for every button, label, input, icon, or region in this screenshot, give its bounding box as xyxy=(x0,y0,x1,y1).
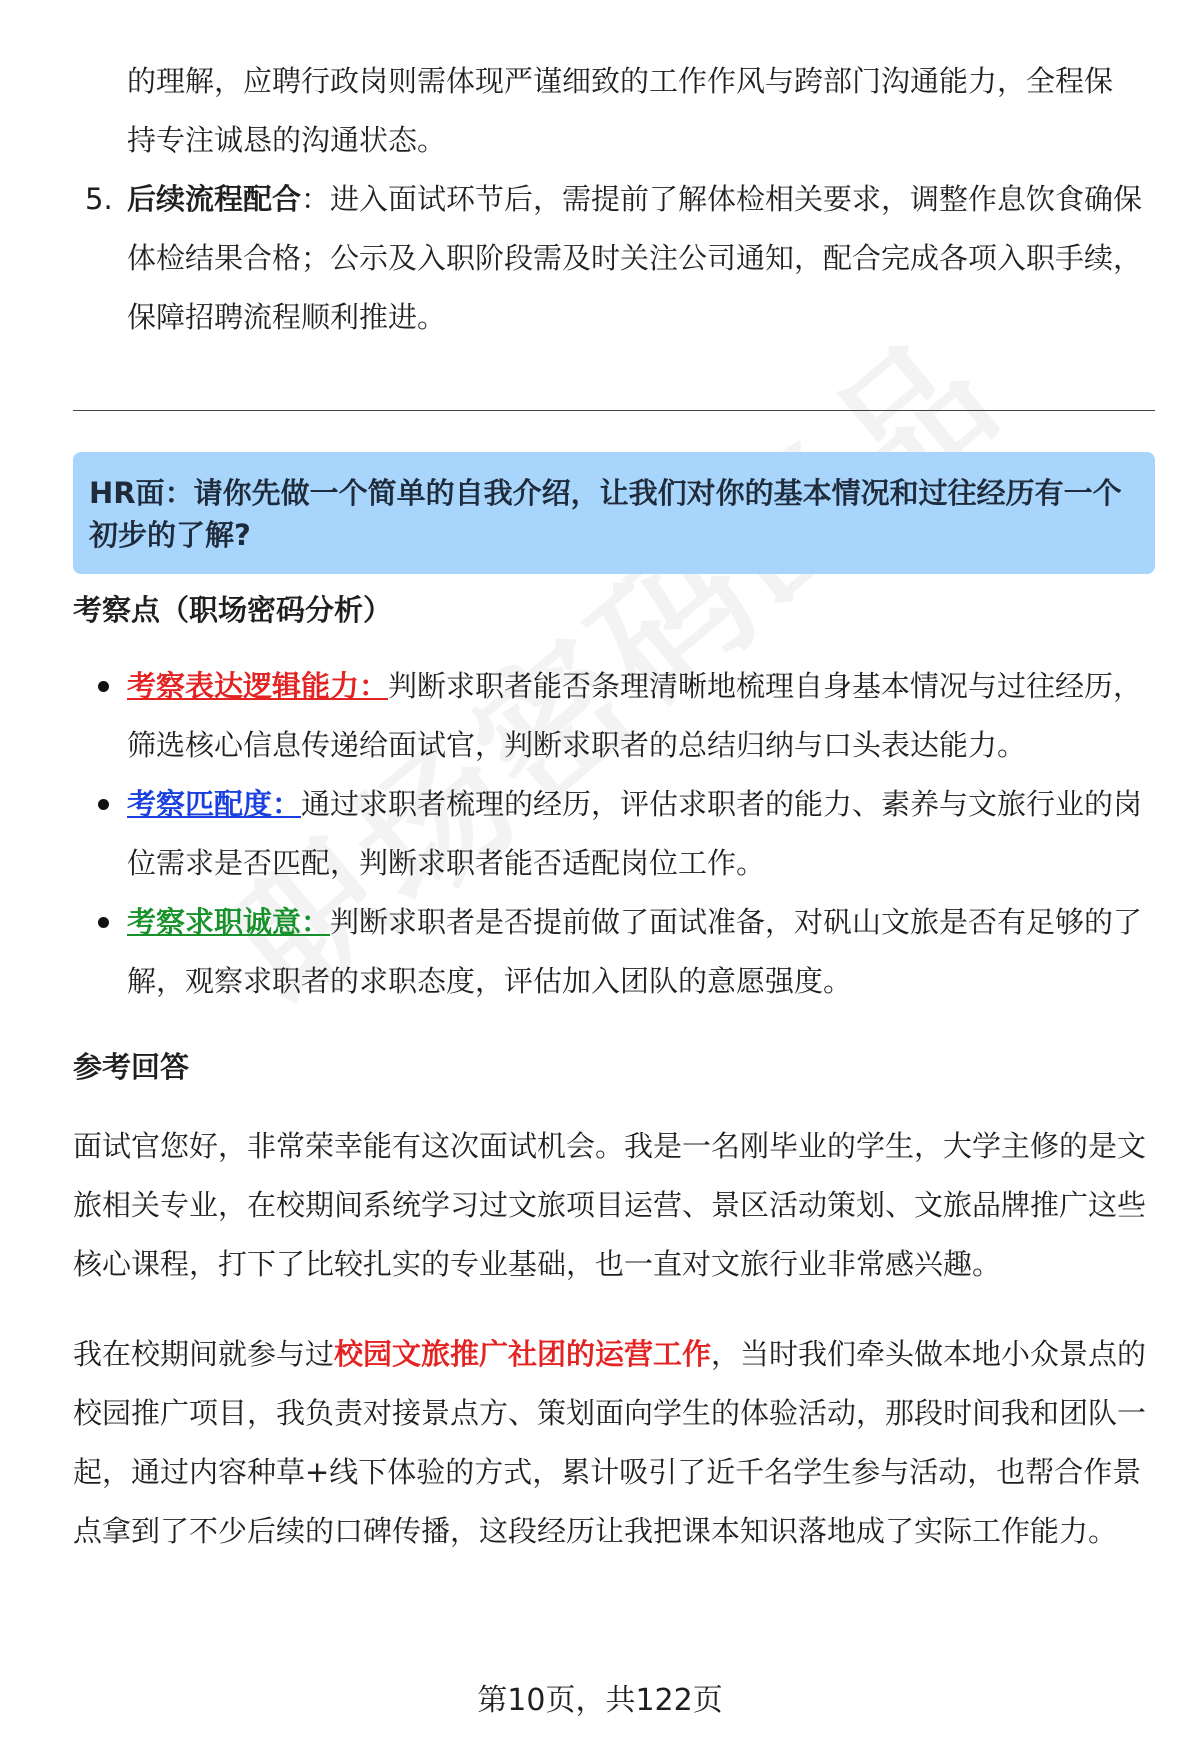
item-number: 5. xyxy=(85,182,113,216)
bullet-dot xyxy=(98,681,109,692)
bullet-text: 判断求职者能否条理清晰地梳理自身基本情况与过往经历，筛选核心信息传递给面试官，判断求职者的总结归纳与口头表达能力。 xyxy=(127,669,1143,762)
continued-line-1: 的理解，应聘行政岗则需体现严谨细致的工作作风与跨部门沟通能力，全程保 xyxy=(127,64,1114,98)
section-title-answer: 参考回答 xyxy=(73,1050,190,1084)
answer-paragraph-1: 面试官您好，非常荣幸能有这次面试机会。我是一名刚毕业的学生，大学主修的是文旅相关专业，在校期间系统学习过文旅项目运营、景区活动策划、文旅品牌推广这些核心课程，打下了比较扎实的专业基础，也一直对文旅行业非常感兴趣。 xyxy=(73,1129,1147,1281)
continued-line-2: 持专注诚恳的沟通状态。 xyxy=(127,123,447,157)
answer-text-after: ，当时我们牵头做本地小众景点的校园推广项目，我负责对接景点方、策划面向学生的体验活动，那段时间我和团队一起，通过内容种草+线下体验的方式，累计吸引了近千名学生参与活动，也帮合作景点拿到了不少后续的口碑传播，这段经历让我把课本知识落地成了实际工作能力。 xyxy=(73,1337,1147,1548)
page-number: 第10页，共122页 xyxy=(477,1683,723,1718)
answer-paragraph-2 xyxy=(73,1325,1155,1561)
section-title-analysis: 考察点（职场密码分析） xyxy=(73,593,393,627)
list-item xyxy=(73,657,1155,775)
list-item xyxy=(73,775,1155,893)
numbered-item-5 xyxy=(73,170,1155,347)
highlight-text: 校园文旅推广社团的运营工作 xyxy=(334,1337,712,1371)
intro-continuation xyxy=(73,52,1155,170)
list-item xyxy=(73,893,1155,1011)
bullet-text: 判断求职者是否提前做了面试准备，对矾山文旅是否有足够的了解，观察求职者的求职态度，评估加入团队的意愿强度。 xyxy=(127,905,1143,998)
answer-text-before: 我在校期间就参与过 xyxy=(73,1337,335,1371)
bullet-dot xyxy=(98,917,109,928)
question-box xyxy=(73,452,1155,574)
item-title: 后续流程配合 xyxy=(127,182,302,216)
bullet-label: 考察表达逻辑能力： xyxy=(127,669,389,703)
item-text: ：进入面试环节后，需提前了解体检相关要求，调整作息饮食确保体检结果合格；公示及入职阶段需及时关注公司通知，配合完成各项入职手续，保障招聘流程顺利推进。 xyxy=(127,182,1143,334)
bullet-text: 通过求职者梳理的经历，评估求职者的能力、素养与文旅行业的岗位需求是否匹配，判断求职者能否适配岗位工作。 xyxy=(127,787,1143,880)
bullet-label: 考察匹配度： xyxy=(127,787,302,821)
section-divider xyxy=(73,410,1155,411)
bullet-label: 考察求职诚意： xyxy=(127,905,331,939)
question-text: HR面：请你先做一个简单的自我介绍，让我们对你的基本情况和过往经历有一个初步的了解? xyxy=(89,476,1122,552)
analysis-list xyxy=(73,657,1155,1011)
bullet-dot xyxy=(98,799,109,810)
